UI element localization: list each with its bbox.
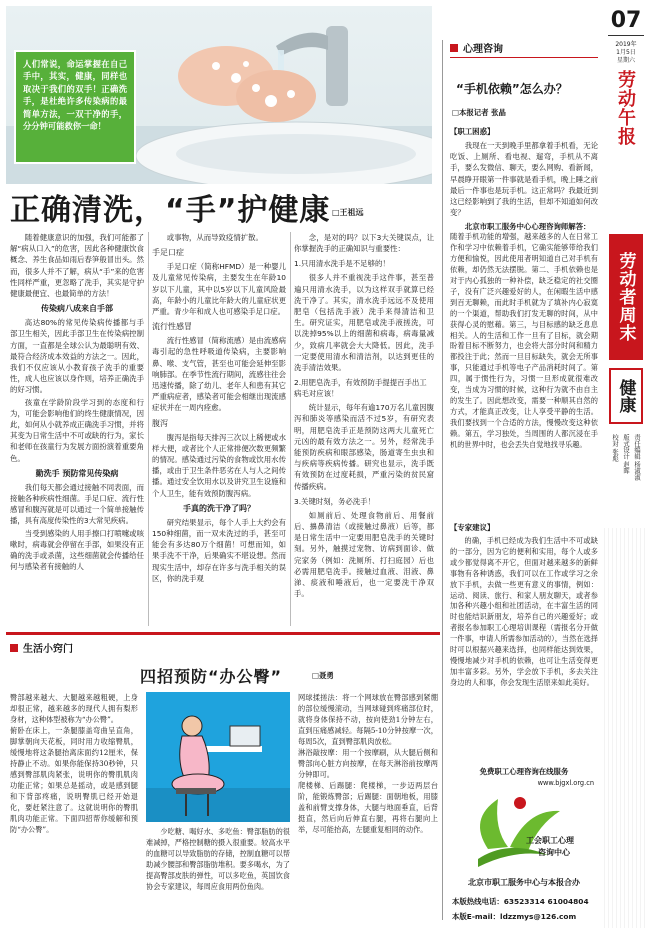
advice-label: 【专家建议】 — [450, 523, 495, 532]
tips-author: □聂勇 — [312, 671, 334, 680]
ad-url: www.bjgxl.org.cn — [537, 779, 594, 787]
subheading: 流行性感冒 — [152, 322, 192, 332]
advice-section — [450, 522, 598, 760]
psych-section-heading — [450, 40, 598, 58]
paragraph: 流行性感冒（简称流感）是由流感病毒引起的急性呼吸道传染病，主要影响鼻、喉、支气管，甚至也可能会延伸至影响肺部。在季节性流行期间，流感往往会迅速传播，除了幼儿、老年人和患有其它严重病症者，感染者可能会相继出现流感症状并在一周内痊愈。 — [152, 336, 286, 413]
psych-author: □本报记者 张晶 — [452, 108, 506, 117]
tips-text: 网球揉搓法：将一个网球放在臀部感到紧绷的部位缓慢滚动，当网球碰到疼痛部位时，就将身体保持不动，按向使劲1分钟左右，直到压痛感减轻。每隔5-10分钟按摩一次，每周5次，直到臀部肌肉放松。 淋浴敲按摩：用一个按摩刷，从大腿后侧和臀部向心脏方向按摩，在每天淋浴前按摩两分钟即可。 爬楼梯、后踢腿：爬楼梯，一步迈两层台阶，能锻炼臀部；后踢腿：面朝地板，用膝盖和前臂支撑身体，大腿与地面垂直，后背挺直，然后向后伸直右腿，再将右腿向上举，尽可能抬高，左腿重复相同的动作。 — [298, 693, 438, 834]
editor-credits — [610, 434, 641, 524]
subheading: 3.关键时刻，务必洗手！ — [294, 496, 375, 506]
paragraph: 腹泻是指每天排泻三次以上稀便或水样大便，或者比个人正常排便次数更频繁的情况。感染通过污染的食物或饮用水传播，或由于卫生条件恶劣在人与人之间传播。通过安全饮用水以及讲究卫生设施和个人卫生，能有效预防腹泻病。 — [152, 432, 286, 498]
subheading: 1.只用清水洗手是不足够的！ — [294, 259, 390, 269]
ad-organizer: 北京市职工服务中心与本报合办 — [468, 878, 580, 887]
paragraph: 我们每天都会通过接触不同表面，而接触各种疾病性细菌。手足口症、流行性感冒和腹泻就是可以通过一个简单接触传播，具有高度传染性的3大常见疾病。 — [10, 482, 144, 526]
intro-text: 人们常说，命运掌握在自己手中，其实，健康，同样也取决于我们的双手！正确洗手，是杜绝许多传染病的最简单方法，一双干净的手，分分钟可能救你一命！ — [23, 59, 127, 132]
column-name-box — [609, 234, 643, 360]
paragraph: 研究结果显示，每个人手上大约会有150种细菌，而一双未洗过的手，甚至可能会有多达80万个细菌！可想而知，如果手洗不干净，后果确实不堪设想。然而现实生活中，却存在许多与洗手相关的误区，你的洗手观 — [152, 517, 286, 583]
psych-title: “手机依赖”怎么办？ — [456, 82, 568, 96]
column-name: 劳动者周末 — [615, 252, 636, 342]
paragraph: 念，是对的吗？以下3大关键误点，让你掌握洗手的正确知识与重要性： — [294, 233, 434, 254]
masthead — [602, 8, 650, 933]
main-column-2 — [152, 232, 286, 626]
subheading: 手真的洗干净了吗？ — [183, 503, 255, 513]
paragraph: 高达80%的常见传染病传播都与手部卫生相关，因此手部卫生在传染病控制方面，一直都是全球公认为最聪明有效、最符合经济成本效益的方法之一。因此，我们不仅应该从小教育孩子洗手的重要性，成人也应该以身作则，培养正确洗手的好习惯。 — [10, 318, 144, 395]
subheading: 手足口症 — [152, 248, 184, 258]
paragraph: 手足口症（简称HFMD）是一种婴儿及儿童常见传染病，主要发生在年龄10岁以下儿童，其中以5岁以下儿童风险最高，年龄小的儿童比年龄大的儿童症状更严重。青少年和成人也可感染手足口症。 — [152, 262, 286, 317]
subheading: 腹泻 — [152, 418, 168, 428]
date-weekday: 星期六 — [616, 57, 635, 64]
paragraph: 随着健康意识的加强，我们可能都了解“病从口入”的危害，因此各种健康饮食概念、养生食品如雨后春笋般冒出头。然而，很多人并不了解，病从“手”来的危害性同样严重，更忽略了洗手，其实是守护健康最便宜、也最简单的方法！ — [10, 233, 144, 299]
paragraph: 孩童在学龄阶段学习到的态度和行为，可能会影响他们的终生健康情况，因此，如何从小就养成正确洗手习惯，并将其变为日常生活中不可或缺的行为，家长和老师在孩童行为发展方面扮演着重要角色。 — [10, 397, 144, 463]
paragraph: 统计显示，每年有逾170万名儿童因腹泻和肺炎等感染而活不过5岁，有研究表明，用肥皂洗手正是预防这两大儿童死亡元凶的最有效方法之一。另外，经常洗手能预防疾病和眼部感染，肠道寄生虫虫和与疾病等疾病传播。研究也显示，洗手既有效预防在过度耗损，严重污染的贫民窟传播疾病。 — [294, 403, 434, 491]
tips-column-3 — [298, 692, 438, 928]
section-name: 健康 — [615, 379, 636, 413]
ad-phone: 本版热线电话：63523314 61004804 — [452, 897, 589, 906]
illustration-caption: 少吃糖、喝好水、多吃鱼：臀部脂肪的很难减掉，严格控制糖的摄入很重要。较高水平的血糖可以导致脂肪的存储，控制血糖可以帮助减少腰部和臀部脂肪堆积。要多喝水，为了提高臀部皮肤的弹性，可以多吃鱼，英国饮食协会专家建议，每周应食用两份鱼肉。 — [146, 827, 290, 891]
subheading: 勤洗手 预防常见传染病 — [35, 468, 119, 478]
date-day: 1月5日 — [616, 49, 636, 56]
main-column-3 — [294, 232, 434, 626]
tips-section-heading — [10, 640, 73, 655]
ad-headline: 免费职工心理咨询在线服务 — [479, 767, 569, 776]
psych-section — [450, 40, 598, 520]
tips-section-label: 生活小窍门 — [23, 644, 73, 655]
editor-credit: 版式设计 赵晖 — [622, 434, 629, 474]
subheading: 2.用肥皂洗手，有效预防手提提百手出工病毛对应该！ — [294, 378, 427, 399]
office-illustration — [146, 692, 290, 822]
ad-logo-text-1: 工会职工心理 — [526, 836, 574, 845]
paragraph: 当受到感染的人用手擦口打喷嚏或咳嗽时，病毒就会停留在手部，如果没有正确的洗手或杀菌，这些细菌就会传播给任何与感染者有接触的人 — [10, 528, 144, 572]
trouble-text: 我现在一天到晚手里都拿着手机看，无论吃饭、上厕所、看电视、遛弯，手机从不离手，要么发微信、聊天，要么网购、看新闻，早晨睁开眼第一件事就是看手机，晚上睡之前最后一件事也是玩手机。这正常吗？我最近到这已经影响到了我的生活，但却不知道如何改变？ — [450, 141, 598, 218]
answer-text: 随着手机功能的增强，越来越多的人在日常工作和学习中依赖着手机，它确实能够带给我们方便和愉悦，因此使用者明知道自己对手机有依赖，却仍然无法摆脱。第二、手机依赖也是对于内心孤独的一种补偿，缺乏稳定的社交圈子，没有广泛兴趣爱好的人，在闲暇生活中感到百无聊赖，而此时手机就为了填补内心寂寞的一个渠道，帮助我们打发无聊的时间，从中获得心灵的慰藉。第三，与目标感的缺乏息息相关。人的生活和工作一旦有了目标，就会期盼着目标不断努力，也会将大部分时间和精力都投注于此；然而一旦目标缺失，就会无所事事，只能通过手机等电子产品消耗时间了。第四，属于惯性行为，习惯一旦形成就很难改变，当成为习惯的时候，这种行为就不由自主的发生了。因此想改变，需要一种顺其自然的方式，才能真正改变，让人享受平静的生活。我们要找到一个合适的方法，慢慢改变这种依赖。第五，学习独处，当周围的人都沉浸在手机的世界中时，也会丢失自觉地找寻乐趣。 — [450, 232, 598, 449]
tips-column-1 — [10, 692, 138, 928]
paper-name: 劳动午报 — [615, 70, 636, 146]
tips-text: 臀部越来越大、大腿越来越粗硬，上身却很正常，越来越多的现代人拥有梨形身材，这种体型被称为“办公臀”。 俯卧在床上，一条腿膝盖弯曲呈直角，脚掌朝向天花板，同时用力收缩臀肌，缓慢地将这条腿抬离床面约12厘米，保持静止不动。如果你能保持30秒钟，只感到臀部肌肉紧张，说明你的臀肌肌肉功能正常；如果总是摇动，或是感到腿和下背部疼痛，说明臀肌已经开始退化，要赶紧注意了。这就说明你的臀肌肌肉功能正常。下面四招帮你缓解和预防“办公臀”。 — [10, 693, 138, 834]
ad-logo — [448, 789, 600, 871]
subheading: 传染病八成来自手部 — [41, 304, 113, 314]
ad-logo-text-2: 咨询中心 — [538, 848, 570, 857]
paragraph: 如厕前后、处理食物前后、用餐前后、擤鼻清洁（或接触过鼻液）后等，都是日常生活中一定要用肥皂洗手的关键时刻。另外，触摸过宠物、访病到面诊、做完家务（例如：洗厕所、打扫庭园）后也必需用肥皂洗手。接触过血液、泪液、鼻涕、痰液和唾液后，也一定要洗干净双手。 — [294, 510, 434, 599]
intro-box — [14, 50, 136, 164]
ad-block — [448, 764, 600, 932]
trouble-label: 【职工困惑】 — [450, 127, 495, 136]
paragraph: 或事物，从而导致疫情扩散。 — [166, 233, 263, 242]
editor-credit: 责任编辑 杨淑淑 — [633, 434, 640, 481]
advice-text: 的确，手机已经成为我们生活中不可或缺的一部分，因为它的便利和实用，每个人或多或少都觉得离不开它，但面对越来越多的新鲜事物有各种诱惑，我们可以在工作或学习之余放下手机，去做一些更有意义的事情，例如：运动、阅读、旅行、和家人朋友聊天，或者参加各种兴趣小组和社团活动，在丰富生活的同时也能结识新朋友，培养自己的兴趣爱好；或者报名参加职工心理培训课程（需报名分开做一件事，申请人所需参加活动的），当然在选择时可以根据兴趣来选择，也同样能达到效果，慢慢地减少对手机的依赖，也可让生活变得更加丰富多彩。另外，学会放下手机，多去关注身边的人和事，你会发现生活原来如此美好。 — [450, 536, 598, 687]
paragraph: 很多人并不重视洗手这件事，甚至普遍只用清水洗手，以为这样双手就算已经洗干净了。其实，清水洗手远远不及使用肥皂（包括洗手液）洗手来得清洁和卫生。研究证实，用肥皂或洗手液搓洗，可以洗掉95%以上的细菌和病毒，病毒量减少，致病几率就会大大降低。因此，洗手一定要使用清水和清洁剂，以达到更佳的洗手清洁效果。 — [294, 273, 434, 373]
psych-section-label: 心理咨询 — [463, 44, 503, 55]
ad-email: 本版E-mail：ldzzmys@126.com — [452, 912, 577, 921]
section-name-box — [609, 368, 643, 424]
main-author: □王祖远 — [332, 208, 364, 217]
tips-title: 四招预防“办公臀” — [140, 667, 283, 686]
answer-label: 北京市职工服务中心心理咨询师解答： — [464, 222, 591, 232]
date-year: 2019年 — [615, 41, 637, 48]
editor-credit: 校对 张彪 — [611, 434, 618, 462]
main-column-1 — [10, 232, 144, 626]
main-title: 正确清洗，“手”护健康 — [10, 193, 331, 228]
page-number: 07 — [610, 8, 642, 33]
